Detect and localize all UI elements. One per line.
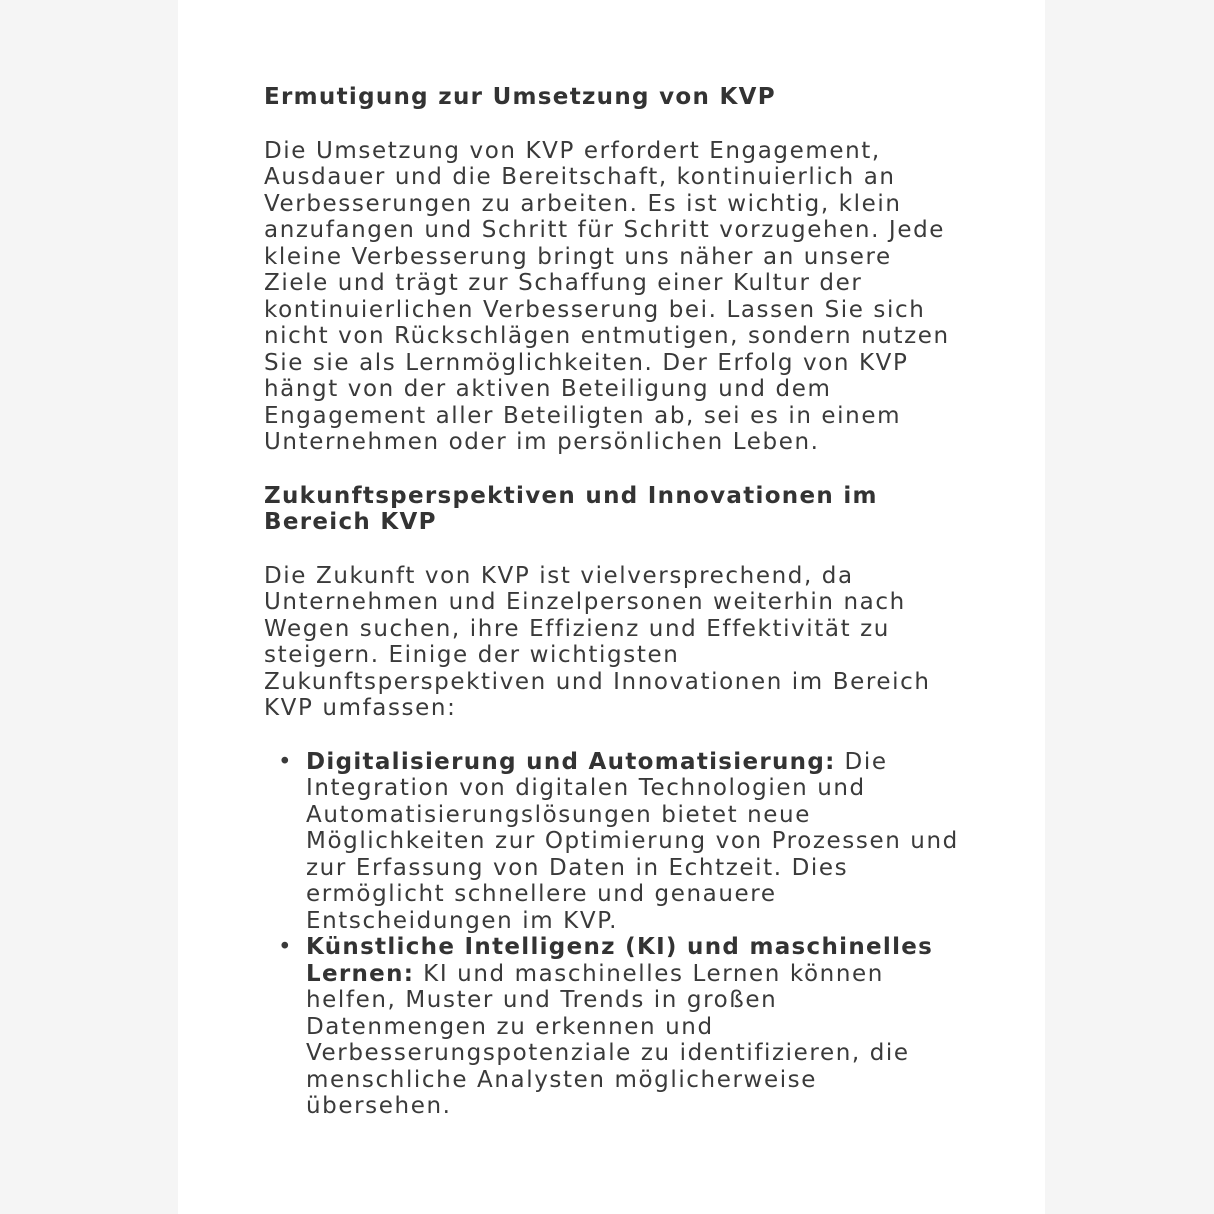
section-heading-future: Zukunftsperspektiven und Innovationen im Bereich KVP [264,482,878,535]
list-item-term: Künstliche Intelligenz (KI) und maschinelles Lernen: [306,934,934,987]
innovation-list [264,749,964,1120]
bullet-marker: • [278,748,294,775]
list-item-digitalization [278,748,964,935]
document-content [264,80,964,1120]
list-item-description: KI und maschinelles Lernen können helfen, Muster und Trends in großen Datenmengen zu erkennen und Verbesserungspotenziale zu identifizieren, die menschliche Analysten möglicherweise übersehen. [306,960,910,1119]
section-heading-encouragement: Ermutigung zur Umsetzung von KVP [264,84,776,110]
section-paragraph-encouragement: Die Umsetzung von KVP erfordert Engagement, Ausdauer und die Bereitschaft, kontinuierlich an Verbesserungen zu arbeiten. Es ist wichtig, klein anzufangen und Schritt für Schritt vorzugehen. Jede kleine Verbesserung bringt uns näher an unsere Ziele und trägt zur Schaffung einer Kultur der kontinuierlichen Verbesserung bei. Lassen Sie sich nicht von Rückschlägen entmutigen, sondern nutzen Sie sie als Lernmöglichkeiten. Der Erfolg von KVP hängt von der aktiven Beteiligung und dem Engagement aller Beteiligten ab, sei es in einem Unternehmen oder im persönlichen Leben. [264,137,950,455]
list-item-ai [278,934,964,1120]
list-item-term: Digitalisierung und Automatisierung: [306,748,836,775]
bullet-marker: • [278,934,294,960]
section-paragraph-future: Die Zukunft von KVP ist vielversprechend, da Unternehmen und Einzelpersonen weiterhin nach Wegen suchen, ihre Effizienz und Effektivität zu steigern. Einige der wichtigsten Zukunftsperspektiven und Innovationen im Bereich KVP umfassen: [264,562,931,721]
list-item-description: Die Integration von digitalen Technologien und Automatisierungslösungen bietet neue Möglichkeiten zur Optimierung von Prozessen und zur Erfassung von Daten in Echtzeit. Dies ermöglicht schnellere und genauere Entscheidungen im KVP. [306,748,959,934]
document-page [178,0,1045,1214]
